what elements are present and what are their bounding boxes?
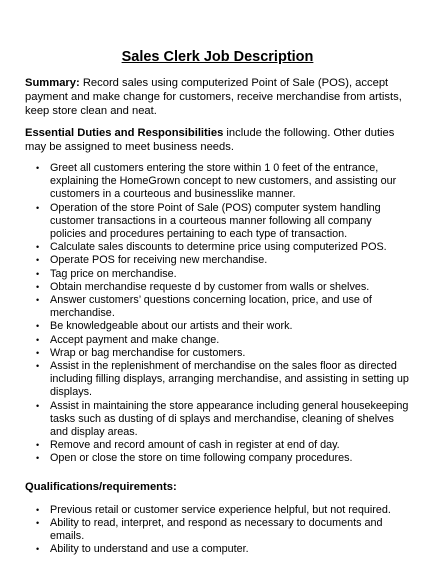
duty-item (25, 452, 410, 465)
summary-paragraph (25, 76, 410, 118)
summary-text: Record sales using computerized Point of Sale (POS), accept payment and make change for customers, receive merchandise from artists, keep store clean and neat. (25, 77, 402, 117)
summary-label: Summary: (25, 77, 80, 89)
duty-text: Answer customers’ questions concerning location, price, and use of merchandise. (50, 294, 372, 320)
duty-item (25, 360, 410, 400)
qualification-item (25, 543, 410, 556)
bullet-icon: • (36, 163, 40, 173)
bullet-icon: • (36, 281, 40, 292)
qualification-item (25, 504, 410, 517)
duty-item (25, 281, 410, 294)
document-page (25, 48, 410, 556)
bullet-icon: • (36, 440, 40, 451)
bullet-icon: • (36, 544, 40, 555)
bullet-icon: • (36, 202, 40, 213)
duty-item (25, 439, 410, 452)
bullet-icon: • (36, 517, 40, 528)
bullet-icon: • (36, 361, 40, 372)
duties-list (25, 162, 410, 466)
bullet-icon: • (36, 347, 40, 358)
duty-item (25, 320, 410, 333)
duty-item (25, 254, 410, 267)
document-title: Sales Clerk Job Description (121, 49, 314, 65)
duty-text: Open or close the store on time following company procedures. (50, 452, 353, 465)
duty-item (25, 334, 410, 347)
duty-item (25, 268, 410, 281)
qualification-text: Ability to understand and use a computer. (50, 543, 249, 556)
bullet-icon: • (36, 255, 40, 266)
duty-text: Tag price on merchandise. (50, 267, 177, 280)
duty-text: Operate POS for receiving new merchandise. (50, 254, 268, 267)
duties-intro-paragraph (25, 126, 410, 154)
duty-text: Obtain merchandise requeste d by customer from walls or shelves. (50, 280, 370, 293)
duty-text: Wrap or bag merchandise for customers. (50, 346, 246, 359)
qualification-text: Ability to read, interpret, and respond as necessary to documents and emails. (50, 516, 383, 543)
bullet-icon: • (36, 453, 40, 464)
duty-item (25, 400, 410, 440)
qualification-item (25, 517, 410, 543)
qualifications-heading: Qualifications/requirements: (25, 480, 177, 493)
duty-text: Operation of the store Point of Sale (POS) computer system handling customer transactions in a courteous manner following all company policies and procedures pertaining to each type of transaction. (50, 201, 381, 241)
duty-text: Assist in the replenishment of merchandise on the sales floor as directed including filling displays, arranging merchandise, and assisting in setting up displays. (50, 360, 409, 399)
bullet-icon: • (36, 242, 40, 253)
duty-text: Remove and record amount of cash in register at end of day. (50, 439, 340, 452)
duties-intro-text: include the following. Other duties may be assigned to meet business needs. (25, 127, 395, 153)
bullet-icon: • (36, 295, 40, 306)
duty-text: Greet all customers entering the store within 1 0 feet of the entrance, explaining the HomeGrown concept to new customers, and assisting our customers in a courteous and businesslike manner. (50, 162, 397, 201)
bullet-icon: • (36, 334, 40, 345)
duty-item (25, 202, 410, 242)
duty-item (25, 162, 410, 202)
duties-label: Essential Duties and Responsibilities (25, 127, 224, 139)
bullet-icon: • (36, 321, 40, 332)
duty-text: Calculate sales discounts to determine price using computerized POS. (50, 241, 387, 254)
bullet-icon: • (36, 268, 40, 279)
duty-item (25, 241, 410, 254)
duty-text: Accept payment and make change. (50, 333, 220, 346)
qualification-text: Previous retail or customer service experience helpful, but not required. (50, 503, 391, 516)
duty-item (25, 347, 410, 360)
duty-item (25, 294, 410, 320)
qualifications-list (25, 504, 410, 557)
bullet-icon: • (36, 400, 40, 411)
duty-text: Assist in maintaining the store appearance including general housekeeping tasks such as dusting of di splays and merchandise, cleaning of shelves and display areas. (50, 399, 409, 439)
bullet-icon: • (36, 504, 40, 515)
duty-text: Be knowledgeable about our artists and their work. (50, 320, 293, 333)
